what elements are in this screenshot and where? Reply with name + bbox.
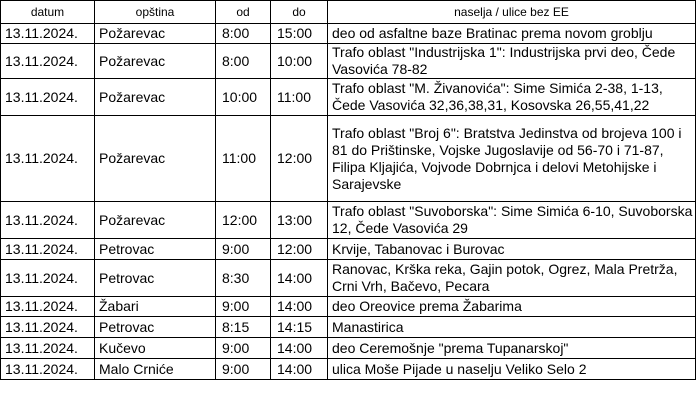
cell-to: 11:00 <box>271 79 328 116</box>
cell-municipality: Petrovac <box>95 260 216 297</box>
header-areas: naselja / ulice bez EE <box>328 1 696 24</box>
cell-date: 13.11.2024. <box>1 317 95 338</box>
cell-from: 12:00 <box>216 202 271 239</box>
cell-from: 9:00 <box>216 297 271 317</box>
header-municipality: opština <box>95 1 216 24</box>
cell-areas: deo Oreovice prema Žabarima <box>328 297 696 317</box>
table-row <box>1 202 696 239</box>
table-row <box>1 297 696 317</box>
cell-from: 11:00 <box>216 116 271 202</box>
cell-municipality: Petrovac <box>95 239 216 260</box>
table-row <box>1 359 696 380</box>
cell-to: 14:00 <box>271 297 328 317</box>
cell-to: 14:00 <box>271 338 328 359</box>
table-row <box>1 24 696 44</box>
cell-to: 10:00 <box>271 44 328 79</box>
cell-areas: Trafo oblast "Suvoborska": Sime Simića 6-10, Suvoborska 12, Čede Vasovića 29 <box>328 202 696 239</box>
cell-areas: Ranovac, Krška reka, Gajin potok, Ogrez, Mala Pretrža, Crni Vrh, Bačevo, Pecara <box>328 260 696 297</box>
cell-areas: deo Ceremošnje "prema Tupanarskoj" <box>328 338 696 359</box>
cell-from: 8:00 <box>216 24 271 44</box>
cell-areas: Trafo oblast "Industrijska 1": Industrijska prvi deo, Čede Vasovića 78-82 <box>328 44 696 79</box>
cell-date: 13.11.2024. <box>1 338 95 359</box>
cell-to: 14:00 <box>271 260 328 297</box>
cell-municipality: Požarevac <box>95 116 216 202</box>
cell-from: 10:00 <box>216 79 271 116</box>
cell-date: 13.11.2024. <box>1 79 95 116</box>
cell-date: 13.11.2024. <box>1 359 95 380</box>
cell-from: 8:30 <box>216 260 271 297</box>
cell-from: 9:00 <box>216 338 271 359</box>
cell-from: 9:00 <box>216 239 271 260</box>
cell-municipality: Požarevac <box>95 202 216 239</box>
cell-areas: Trafo oblast "M. Živanovića": Sime Simića 2-38, 1-13, Čede Vasovića 32,36,38,31, Kosovska 26,55,41,22 <box>328 79 696 116</box>
table-row <box>1 239 696 260</box>
cell-to: 14:15 <box>271 317 328 338</box>
cell-municipality: Žabari <box>95 297 216 317</box>
cell-date: 13.11.2024. <box>1 202 95 239</box>
cell-areas: Krvije, Tabanovac i Burovac <box>328 239 696 260</box>
cell-to: 13:00 <box>271 202 328 239</box>
cell-municipality: Petrovac <box>95 317 216 338</box>
cell-to: 15:00 <box>271 24 328 44</box>
cell-date: 13.11.2024. <box>1 116 95 202</box>
header-date: datum <box>1 1 95 24</box>
cell-from: 9:00 <box>216 359 271 380</box>
header-to: do <box>271 1 328 24</box>
cell-areas: deo od asfaltne baze Bratinac prema novom groblju <box>328 24 696 44</box>
cell-date: 13.11.2024. <box>1 260 95 297</box>
cell-areas: ulica Moše Pijade u naselju Veliko Selo 2 <box>328 359 696 380</box>
cell-date: 13.11.2024. <box>1 44 95 79</box>
cell-areas: Trafo oblast "Broj 6": Bratstva Jedinstva od brojeva 100 i 81 do Prištinske, Vojske Jugoslavije od 56-70 i 71-87, Filipa Kljajića, Vojvode Dobrnjca i delovi Metohijske i Sarajevske <box>328 116 696 202</box>
table-row <box>1 260 696 297</box>
cell-municipality: Požarevac <box>95 24 216 44</box>
cell-municipality: Požarevac <box>95 44 216 79</box>
table-row <box>1 79 696 116</box>
table-row <box>1 338 696 359</box>
cell-municipality: Požarevac <box>95 79 216 116</box>
table-body <box>1 24 696 380</box>
table-row <box>1 116 696 202</box>
table-row <box>1 44 696 79</box>
table-row <box>1 317 696 338</box>
cell-to: 12:00 <box>271 239 328 260</box>
cell-to: 12:00 <box>271 116 328 202</box>
cell-to: 14:00 <box>271 359 328 380</box>
cell-from: 8:15 <box>216 317 271 338</box>
cell-date: 13.11.2024. <box>1 24 95 44</box>
table-header-row <box>1 1 696 24</box>
cell-municipality: Kučevo <box>95 338 216 359</box>
cell-from: 8:00 <box>216 44 271 79</box>
cell-date: 13.11.2024. <box>1 239 95 260</box>
header-from: od <box>216 1 271 24</box>
cell-date: 13.11.2024. <box>1 297 95 317</box>
cell-municipality: Malo Crniće <box>95 359 216 380</box>
cell-areas: Manastirica <box>328 317 696 338</box>
